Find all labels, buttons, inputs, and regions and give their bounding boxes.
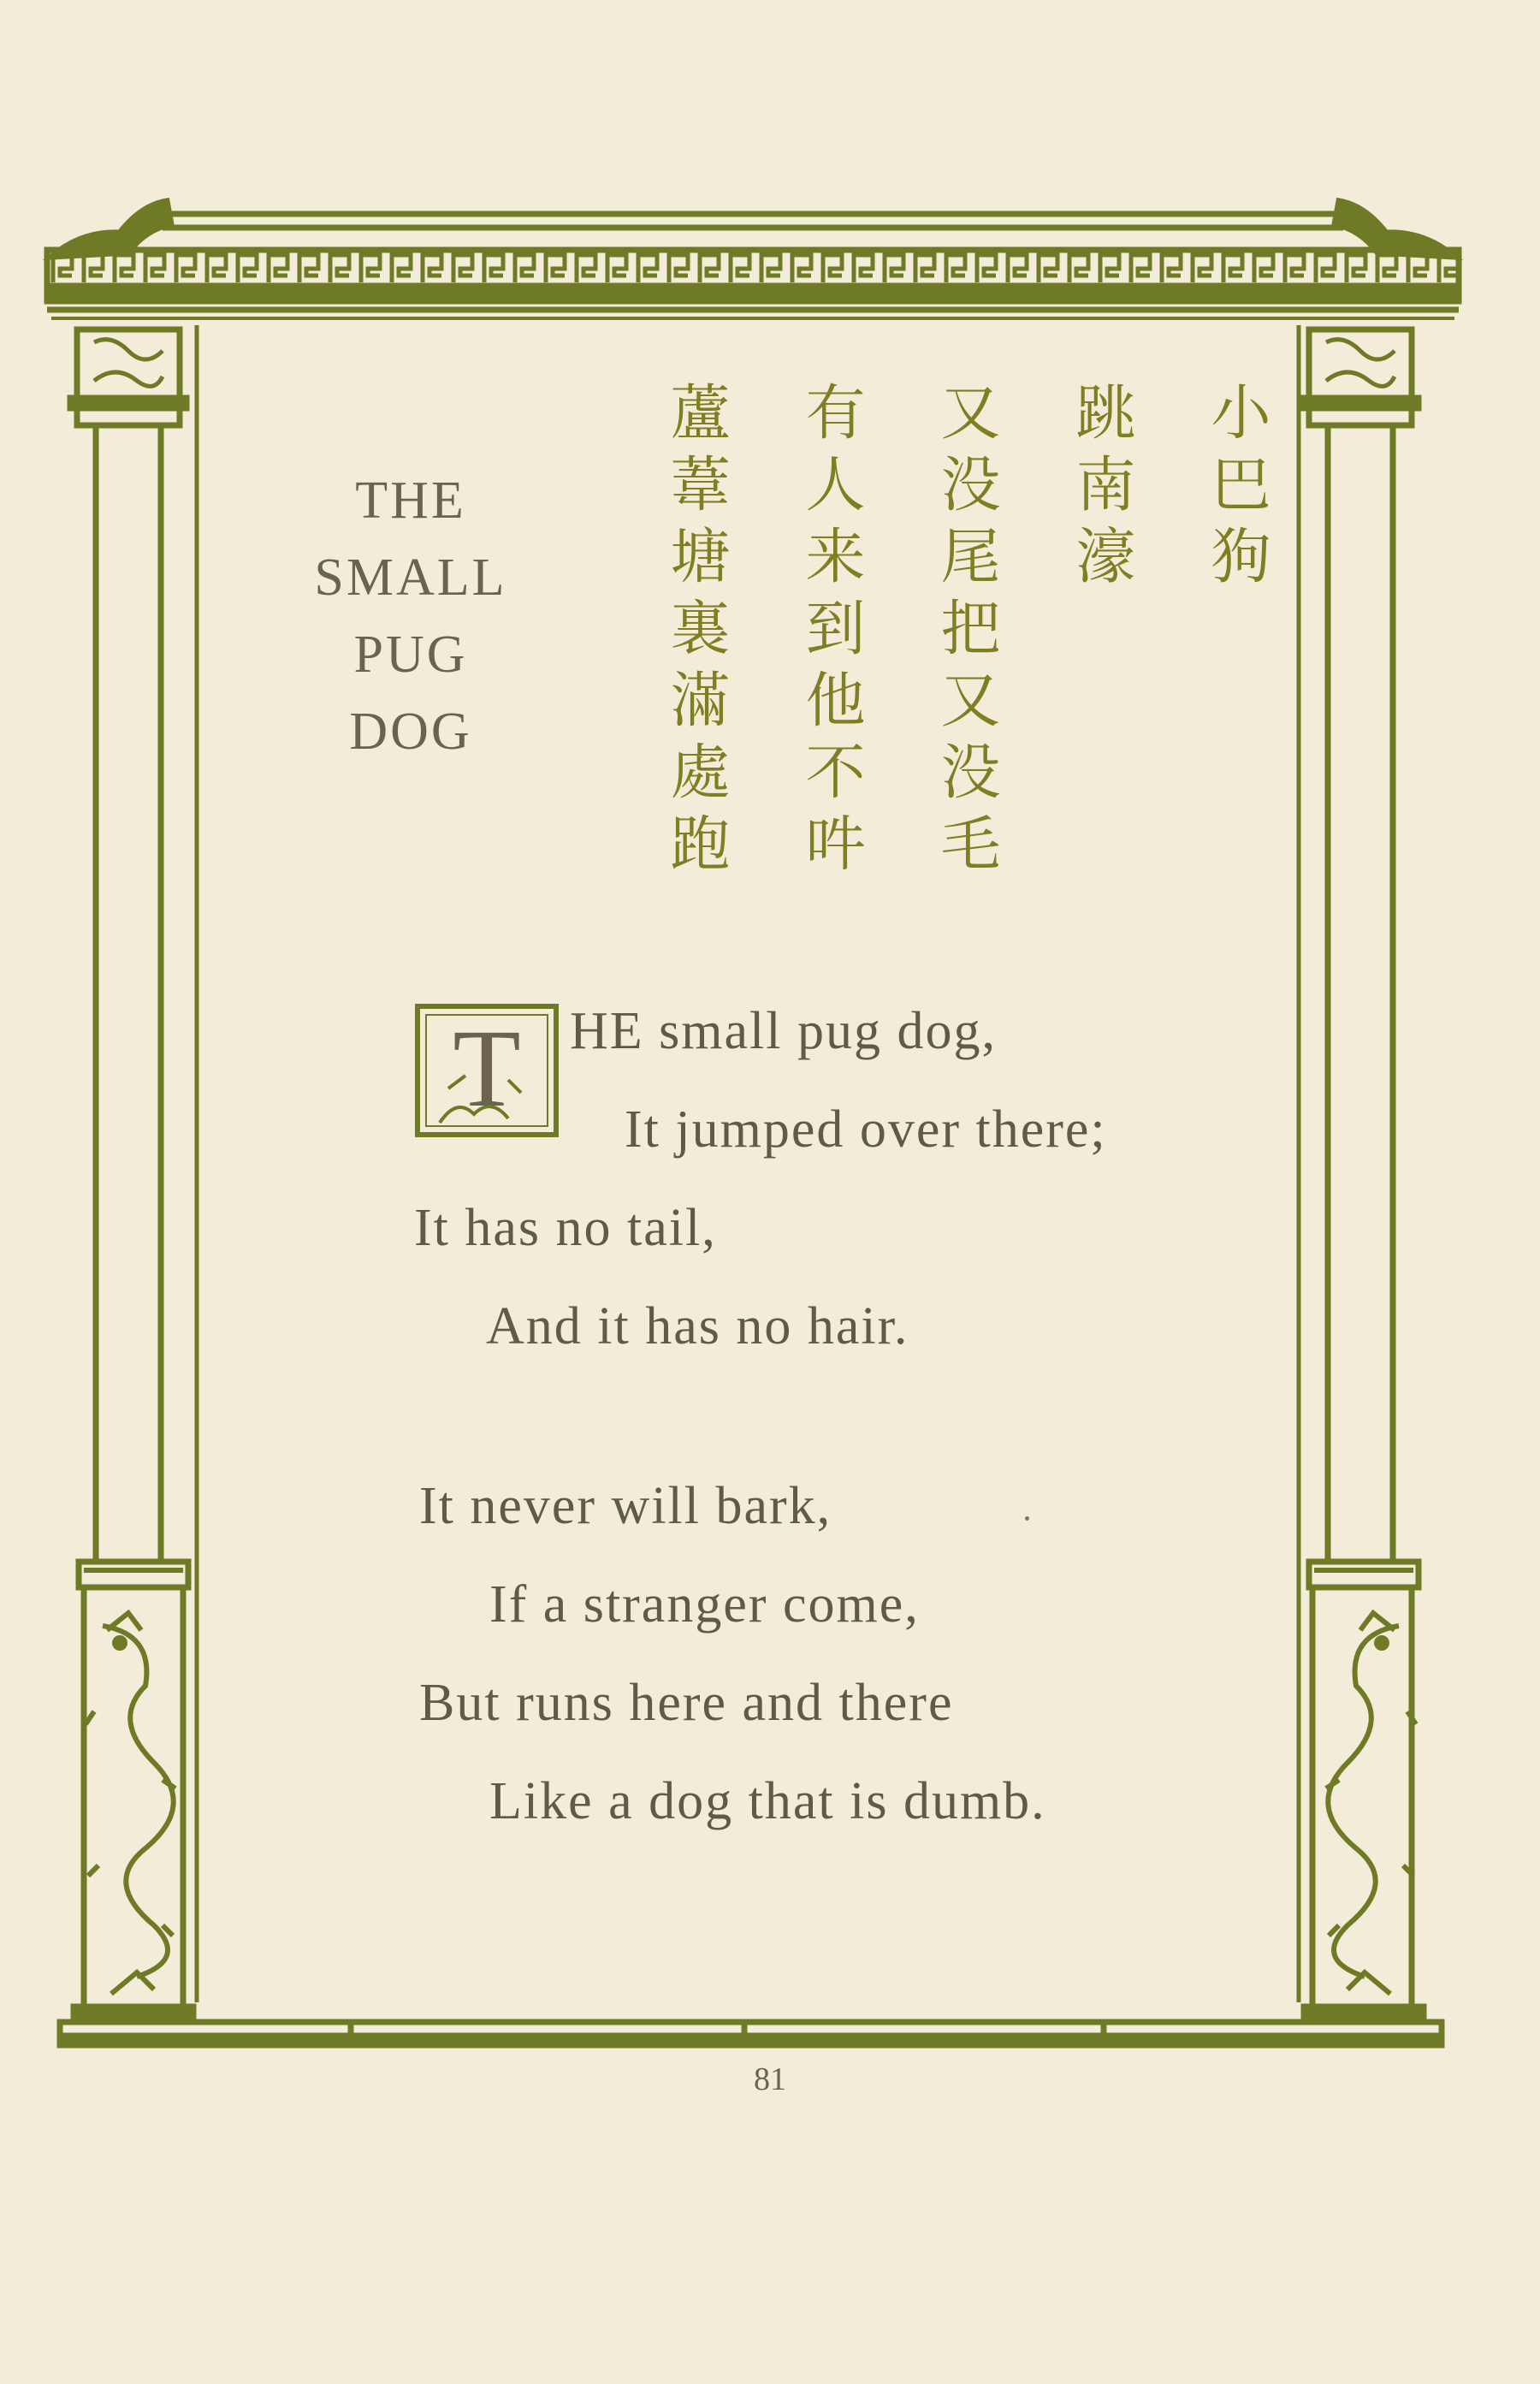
dragon-right-icon bbox=[1326, 1613, 1416, 1994]
roof-tile-icon bbox=[854, 255, 873, 282]
title-line: DOG bbox=[349, 703, 472, 761]
roof-tile-icon bbox=[453, 255, 472, 282]
title-line: THE bbox=[355, 471, 466, 530]
roof-tile-icon bbox=[1193, 255, 1211, 282]
roof-tile-icon bbox=[1347, 255, 1365, 282]
roof-tile-icon bbox=[946, 255, 965, 282]
chinese-column: 跳南濠 bbox=[1066, 381, 1136, 596]
chinese-column: 又没尾把又没毛 bbox=[931, 381, 1001, 884]
drop-cap-letter: T bbox=[453, 1007, 521, 1130]
roof-tile-icon bbox=[423, 255, 441, 282]
roof-tile-icon bbox=[1408, 255, 1427, 282]
roof-tile-icon bbox=[1008, 255, 1027, 282]
roof-tile-icon bbox=[792, 255, 811, 282]
roof-tile-icon bbox=[145, 255, 164, 282]
roof-tile-icon bbox=[885, 255, 903, 282]
roof-tile-icon bbox=[638, 255, 657, 282]
roof-tile-icon bbox=[915, 255, 934, 282]
woodcut-figure-drop-cap-icon bbox=[414, 1003, 560, 1138]
roof-tile-icon bbox=[84, 255, 103, 282]
roof-tile-icon bbox=[269, 255, 287, 282]
chinese-column: 蘆葦塘裏滿處跑 bbox=[660, 381, 731, 884]
ink-speck bbox=[1025, 1516, 1029, 1521]
roof-tile-icon bbox=[607, 255, 626, 282]
roof-tile-icon bbox=[731, 255, 749, 282]
roof-tile-icon bbox=[1131, 255, 1150, 282]
roof-tile-icon bbox=[1285, 255, 1304, 282]
chinese-column: 有人来到他不吽 bbox=[796, 381, 866, 884]
roof-tile-icon bbox=[1069, 255, 1088, 282]
roof-tile-icon bbox=[115, 255, 133, 282]
roof-tile-icon bbox=[1162, 255, 1181, 282]
roof-tile-icon bbox=[1254, 255, 1273, 282]
roof-tile-icon bbox=[176, 255, 195, 282]
roof-tile-icon bbox=[577, 255, 595, 282]
poem-line: Like a dog that is dumb. bbox=[489, 1772, 1046, 1830]
roof-tile-icon bbox=[515, 255, 534, 282]
roof-tile-icon bbox=[1377, 255, 1396, 282]
roof-tile-icon bbox=[299, 255, 318, 282]
roof-tile-icon bbox=[977, 255, 996, 282]
poem-line: If a stranger come, bbox=[489, 1575, 920, 1634]
title-line: SMALL bbox=[314, 549, 507, 607]
roof-tile-icon bbox=[669, 255, 688, 282]
chinese-verse bbox=[650, 381, 1283, 884]
poem-line: It never will bark, bbox=[419, 1477, 832, 1535]
roof-tile-icon bbox=[238, 255, 257, 282]
poem-line: But runs here and there bbox=[419, 1674, 954, 1732]
roof-tile-icon bbox=[546, 255, 565, 282]
roof-tile-icon bbox=[1039, 255, 1057, 282]
chinese-column: 小巴狗 bbox=[1201, 381, 1271, 596]
roof-tile-icon bbox=[392, 255, 411, 282]
roof-tile-icon bbox=[700, 255, 719, 282]
roof-tile-icon bbox=[823, 255, 842, 282]
poem-line: And it has no hair. bbox=[486, 1297, 909, 1355]
page-number: 81 bbox=[754, 2061, 786, 2097]
dragon-left-icon bbox=[86, 1613, 175, 1994]
roof-tile-icon bbox=[207, 255, 226, 282]
roof-tile-icon bbox=[330, 255, 349, 282]
title-line: PUG bbox=[353, 626, 468, 684]
roof-tile-icon bbox=[1100, 255, 1119, 282]
roof-tile-icon bbox=[1223, 255, 1242, 282]
poem-title bbox=[282, 462, 539, 770]
roof-tile-icon bbox=[1316, 255, 1335, 282]
poem-line: It has no tail, bbox=[414, 1199, 717, 1257]
poem-line: It jumped over there; bbox=[625, 1100, 1107, 1159]
poem-line: HE small pug dog, bbox=[570, 1002, 997, 1060]
roof-tile-icon bbox=[484, 255, 503, 282]
roof-tile-icon bbox=[361, 255, 380, 282]
roof-tile-icon bbox=[761, 255, 780, 282]
